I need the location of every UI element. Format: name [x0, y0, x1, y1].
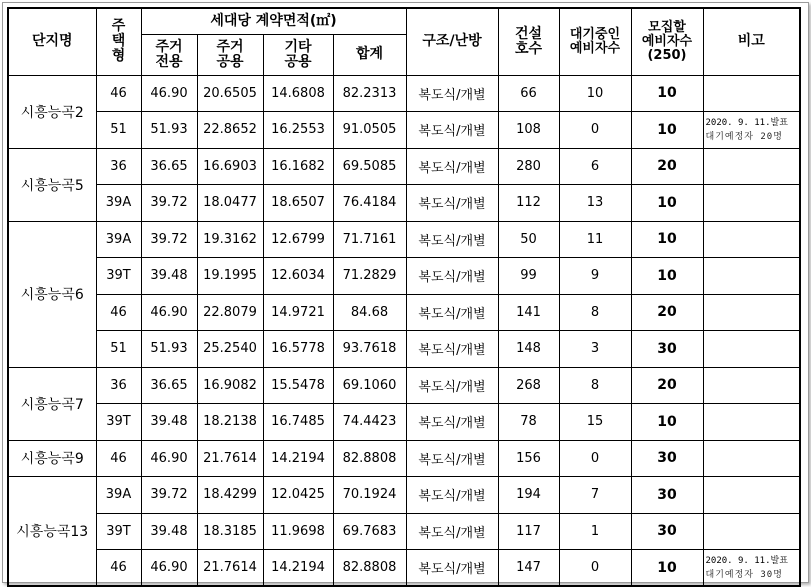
- table-row: [8, 258, 800, 295]
- house-type-cell: 46: [96, 550, 141, 587]
- structure-cell: 복도식/개별: [406, 112, 498, 149]
- remarks-line: 2020. 9. 11.발표: [705, 117, 788, 128]
- waiting-cell: 8: [559, 367, 631, 404]
- remarks-line: 대기예정자 20명: [705, 131, 783, 142]
- structure-cell: 복도식/개별: [406, 185, 498, 222]
- structure-cell: 복도식/개별: [406, 513, 498, 550]
- total-area-cell: 69.1060: [333, 367, 406, 404]
- complex-name-cell: 시흥능곡5: [8, 148, 96, 221]
- house-type-cell: 36: [96, 367, 141, 404]
- exclusive-area-cell: 51.93: [141, 112, 197, 149]
- exclusive-area-cell: 36.65: [141, 367, 197, 404]
- complex-name-cell: 시흥능곡9: [8, 440, 96, 477]
- recruit-cell: 30: [631, 513, 703, 550]
- header-complex: 단지명: [8, 8, 96, 75]
- remarks-cell: [703, 404, 800, 441]
- total-area-cell: 71.2829: [333, 258, 406, 295]
- units-cell: 117: [498, 513, 559, 550]
- remarks-line: 2020. 9. 11.발표: [705, 555, 788, 566]
- house-type-cell: 36: [96, 148, 141, 185]
- table-row: [8, 185, 800, 222]
- total-area-cell: 70.1924: [333, 477, 406, 514]
- shared-area-cell: 16.6903: [197, 148, 263, 185]
- other-area-cell: 12.0425: [263, 477, 333, 514]
- remarks-cell: [703, 148, 800, 185]
- total-area-cell: 74.4423: [333, 404, 406, 441]
- units-cell: 99: [498, 258, 559, 295]
- table-row: [8, 148, 800, 185]
- shared-area-cell: 21.7614: [197, 440, 263, 477]
- table-row: [8, 75, 800, 112]
- header-structure: 구조/난방: [406, 8, 498, 75]
- units-cell: 280: [498, 148, 559, 185]
- total-area-cell: 84.68: [333, 294, 406, 331]
- remarks-cell: [703, 550, 800, 587]
- structure-cell: 복도식/개별: [406, 367, 498, 404]
- structure-cell: 복도식/개별: [406, 550, 498, 587]
- units-cell: 156: [498, 440, 559, 477]
- recruit-cell: 30: [631, 331, 703, 368]
- header-area-group: 세대당 계약면적(㎡): [141, 8, 406, 34]
- waiting-cell: 8: [559, 294, 631, 331]
- header-other: 기타 공용: [263, 34, 333, 75]
- header-exclusive: 주거 전용: [141, 34, 197, 75]
- units-cell: 112: [498, 185, 559, 222]
- exclusive-area-cell: 46.90: [141, 550, 197, 587]
- remarks-cell: [703, 440, 800, 477]
- structure-cell: 복도식/개별: [406, 221, 498, 258]
- header-shared: 주거 공용: [197, 34, 263, 75]
- house-type-cell: 39T: [96, 258, 141, 295]
- exclusive-area-cell: 36.65: [141, 148, 197, 185]
- shared-area-cell: 18.0477: [197, 185, 263, 222]
- recruit-cell: 10: [631, 404, 703, 441]
- units-cell: 147: [498, 550, 559, 587]
- other-area-cell: 16.1682: [263, 148, 333, 185]
- remarks-cell: [703, 477, 800, 514]
- house-type-cell: 51: [96, 331, 141, 368]
- other-area-cell: 11.9698: [263, 513, 333, 550]
- table-row: [8, 404, 800, 441]
- table-row: [8, 550, 800, 587]
- structure-cell: 복도식/개별: [406, 477, 498, 514]
- recruit-cell: 20: [631, 148, 703, 185]
- complex-name-cell: 시흥능곡2: [8, 75, 96, 148]
- header-house-type: 주 택 형: [96, 8, 141, 75]
- house-type-cell: 39A: [96, 185, 141, 222]
- remarks-cell: [703, 331, 800, 368]
- recruit-cell: 10: [631, 221, 703, 258]
- units-cell: 78: [498, 404, 559, 441]
- recruit-cell: 20: [631, 294, 703, 331]
- house-type-cell: 39T: [96, 404, 141, 441]
- waiting-cell: 3: [559, 331, 631, 368]
- shared-area-cell: 18.4299: [197, 477, 263, 514]
- units-cell: 268: [498, 367, 559, 404]
- table-row: [8, 440, 800, 477]
- total-area-cell: 82.2313: [333, 75, 406, 112]
- remarks-cell: [703, 367, 800, 404]
- remarks-cell: [703, 185, 800, 222]
- waiting-cell: 0: [559, 550, 631, 587]
- header-units: 건설 호수: [498, 8, 559, 75]
- exclusive-area-cell: 39.72: [141, 185, 197, 222]
- exclusive-area-cell: 46.90: [141, 294, 197, 331]
- units-cell: 66: [498, 75, 559, 112]
- table-row: [8, 477, 800, 514]
- recruit-cell: 10: [631, 112, 703, 149]
- shared-area-cell: 20.6505: [197, 75, 263, 112]
- structure-cell: 복도식/개별: [406, 404, 498, 441]
- waiting-cell: 6: [559, 148, 631, 185]
- table-row: [8, 331, 800, 368]
- recruit-cell: 10: [631, 550, 703, 587]
- waiting-cell: 10: [559, 75, 631, 112]
- shared-area-cell: 18.3185: [197, 513, 263, 550]
- other-area-cell: 14.9721: [263, 294, 333, 331]
- complex-name-cell: 시흥능곡6: [8, 221, 96, 367]
- structure-cell: 복도식/개별: [406, 258, 498, 295]
- remarks-cell: [703, 294, 800, 331]
- house-type-cell: 46: [96, 294, 141, 331]
- table-row: [8, 112, 800, 149]
- table-row: [8, 294, 800, 331]
- exclusive-area-cell: 39.72: [141, 477, 197, 514]
- waiting-cell: 1: [559, 513, 631, 550]
- shared-area-cell: 25.2540: [197, 331, 263, 368]
- exclusive-area-cell: 51.93: [141, 331, 197, 368]
- recruit-cell: 10: [631, 258, 703, 295]
- other-area-cell: 15.5478: [263, 367, 333, 404]
- total-area-cell: 71.7161: [333, 221, 406, 258]
- structure-cell: 복도식/개별: [406, 75, 498, 112]
- remarks-cell: [703, 221, 800, 258]
- shared-area-cell: 21.7614: [197, 550, 263, 587]
- total-area-cell: 82.8808: [333, 440, 406, 477]
- other-area-cell: 14.2194: [263, 440, 333, 477]
- house-type-cell: 46: [96, 75, 141, 112]
- other-area-cell: 16.2553: [263, 112, 333, 149]
- units-cell: 141: [498, 294, 559, 331]
- structure-cell: 복도식/개별: [406, 331, 498, 368]
- total-area-cell: 91.0505: [333, 112, 406, 149]
- shared-area-cell: 16.9082: [197, 367, 263, 404]
- table-row: [8, 221, 800, 258]
- exclusive-area-cell: 46.90: [141, 75, 197, 112]
- waiting-cell: 0: [559, 440, 631, 477]
- structure-cell: 복도식/개별: [406, 294, 498, 331]
- remarks-cell: [703, 75, 800, 112]
- house-type-cell: 51: [96, 112, 141, 149]
- complex-name-cell: 시흥능곡7: [8, 367, 96, 440]
- recruitment-table: [7, 7, 801, 587]
- house-type-cell: 39T: [96, 513, 141, 550]
- recruit-cell: 30: [631, 477, 703, 514]
- waiting-cell: 11: [559, 221, 631, 258]
- total-area-cell: 76.4184: [333, 185, 406, 222]
- other-area-cell: 14.6808: [263, 75, 333, 112]
- exclusive-area-cell: 46.90: [141, 440, 197, 477]
- other-area-cell: 18.6507: [263, 185, 333, 222]
- total-area-cell: 93.7618: [333, 331, 406, 368]
- total-area-cell: 82.8808: [333, 550, 406, 587]
- total-area-cell: 69.7683: [333, 513, 406, 550]
- table-row: [8, 367, 800, 404]
- units-cell: 148: [498, 331, 559, 368]
- complex-name-cell: 시흥능곡13: [8, 477, 96, 587]
- exclusive-area-cell: 39.48: [141, 404, 197, 441]
- units-cell: 108: [498, 112, 559, 149]
- structure-cell: 복도식/개별: [406, 148, 498, 185]
- shared-area-cell: 19.1995: [197, 258, 263, 295]
- remarks-line: 대기예정자 30명: [705, 569, 783, 580]
- shared-area-cell: 19.3162: [197, 221, 263, 258]
- recruit-cell: 20: [631, 367, 703, 404]
- exclusive-area-cell: 39.72: [141, 221, 197, 258]
- remarks-cell: [703, 258, 800, 295]
- structure-cell: 복도식/개별: [406, 440, 498, 477]
- shared-area-cell: 22.8652: [197, 112, 263, 149]
- recruit-cell: 10: [631, 185, 703, 222]
- house-type-cell: 39A: [96, 221, 141, 258]
- other-area-cell: 12.6799: [263, 221, 333, 258]
- recruit-cell: 30: [631, 440, 703, 477]
- waiting-cell: 9: [559, 258, 631, 295]
- units-cell: 50: [498, 221, 559, 258]
- exclusive-area-cell: 39.48: [141, 513, 197, 550]
- units-cell: 194: [498, 477, 559, 514]
- table-row: [8, 513, 800, 550]
- shared-area-cell: 18.2138: [197, 404, 263, 441]
- remarks-cell: [703, 112, 800, 149]
- total-area-cell: 69.5085: [333, 148, 406, 185]
- header-recruit: 모집할 예비자수 (250): [631, 8, 703, 75]
- remarks-cell: [703, 513, 800, 550]
- house-type-cell: 46: [96, 440, 141, 477]
- header-total: 합계: [333, 34, 406, 75]
- recruit-cell: 10: [631, 75, 703, 112]
- other-area-cell: 14.2194: [263, 550, 333, 587]
- header-remarks: 비고: [703, 8, 800, 75]
- waiting-cell: 0: [559, 112, 631, 149]
- other-area-cell: 16.5778: [263, 331, 333, 368]
- shared-area-cell: 22.8079: [197, 294, 263, 331]
- exclusive-area-cell: 39.48: [141, 258, 197, 295]
- other-area-cell: 12.6034: [263, 258, 333, 295]
- waiting-cell: 13: [559, 185, 631, 222]
- house-type-cell: 39A: [96, 477, 141, 514]
- header-waiting: 대기중인 예비자수: [559, 8, 631, 75]
- other-area-cell: 16.7485: [263, 404, 333, 441]
- waiting-cell: 15: [559, 404, 631, 441]
- waiting-cell: 7: [559, 477, 631, 514]
